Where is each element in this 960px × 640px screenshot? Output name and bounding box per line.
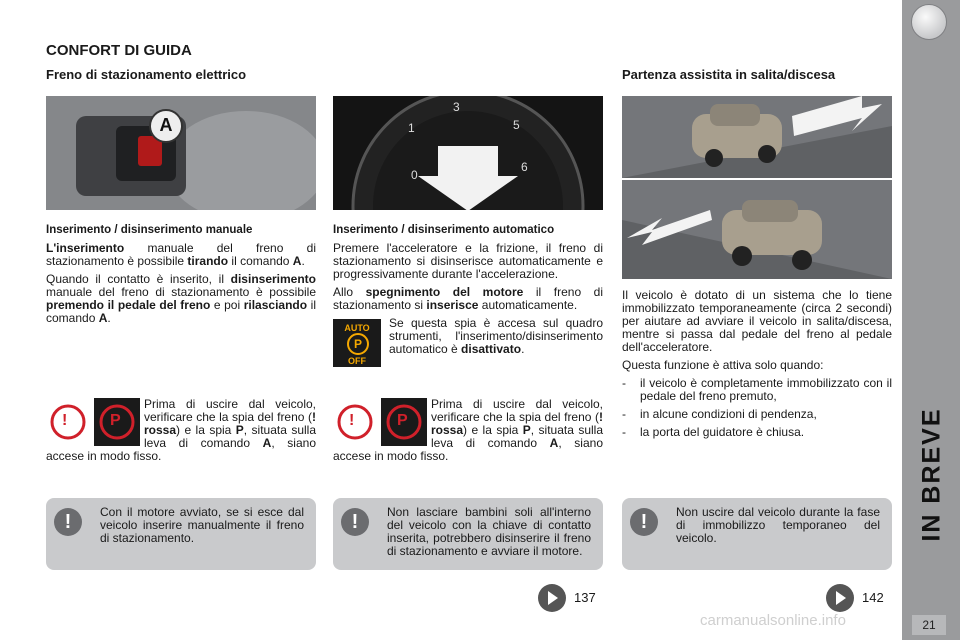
- lever-illustration: [46, 96, 316, 210]
- warning-text-1: Prima di uscire dal veicolo, verificare che la spia del freno (! rossa) e la spia P, situata sulla leva di comando A, siano accese in modo fisso.: [46, 397, 317, 463]
- uphill-illustration: [622, 96, 892, 178]
- column-automatic: [333, 224, 603, 369]
- manual-paragraph-1: L'inserimento manuale del freno di stazionamento è possibile tirando il comando A.: [46, 241, 316, 268]
- manual-subtitle: Inserimento / disinserimento manuale: [46, 224, 253, 236]
- watermark: carmanualsonline.info: [700, 612, 846, 629]
- automatic-paragraph-3: AUTO P OFF Se questa spia è accesa sul quadro strumenti, l'inserimento/disinserimento automatico è disattivato.: [333, 317, 603, 356]
- section-circle-icon: [911, 4, 947, 40]
- gauge-tick-0: 0: [411, 168, 418, 182]
- uphill-car-photo: [622, 96, 892, 178]
- park-lamp-glyph-2: P: [397, 412, 408, 429]
- column-hill-assist: [622, 289, 892, 444]
- warning-box-2: [333, 498, 603, 570]
- warning-box-3: [622, 498, 892, 570]
- section-title-hill-assist: Partenza assistita in salita/discesa: [622, 67, 836, 82]
- gauge-illustration: [333, 96, 603, 210]
- warning-box-text: Non uscire dal veicolo durante la fase di immobilizzo temporaneo del veicolo.: [676, 505, 880, 545]
- arrow-right-icon[interactable]: [538, 584, 566, 612]
- page-reference-142[interactable]: 142: [862, 590, 884, 605]
- brake-lamp-glyph: !: [62, 412, 68, 429]
- hill-assist-paragraph-1: Il veicolo è dotato di un sistema che lo tiene immobilizzato temporaneamente (circa 2 secondi) per aiutare ad avviare il veicolo in salita/discesa, mentre si passa dal pedale del freno al pedale dell'acceleratore.: [622, 288, 892, 354]
- warning-icon: !: [630, 508, 658, 536]
- warning-icon: !: [341, 508, 369, 536]
- sidebar-title: IN BREVE: [917, 407, 946, 542]
- hill-assist-paragraph-2: Questa funzione è attiva solo quando:: [622, 358, 824, 372]
- condition-item: - il veicolo è completamente immobilizzato con il pedale del freno premuto,: [622, 376, 892, 403]
- arrow-right-icon[interactable]: [826, 584, 854, 612]
- gauge-tick-6: 6: [521, 160, 528, 174]
- control-a-label: A: [159, 115, 173, 135]
- automatic-paragraph-2: Allo spegnimento del motore il freno di stazionamento si inserisce automaticamente.: [333, 285, 604, 312]
- manual-paragraph-2: Quando il contatto è inserito, il disinserimento manuale del freno di stazionamento è possibile premendo il pedale del freno e poi rilasciando il comando A.: [46, 272, 316, 325]
- brake-lamp-glyph-2: !: [349, 412, 355, 429]
- park-lamp-glyph: P: [110, 412, 121, 429]
- section-title-parking-brake: Freno di stazionamento elettrico: [46, 67, 247, 82]
- downhill-illustration: [622, 180, 892, 279]
- gauge-tick-5: 5: [513, 118, 520, 132]
- page-number: 21: [912, 615, 946, 635]
- warning-box-text: Con il motore avviato, se si esce dal veicolo inserire manualmente il freno di stazionamento.: [100, 505, 304, 545]
- page-title: CONFORT DI GUIDA: [46, 42, 192, 59]
- sidebar: [902, 0, 960, 640]
- warning-box-1: [46, 498, 316, 570]
- condition-item: - la porta del guidatore è chiusa.: [622, 425, 805, 439]
- page-reference-137[interactable]: 137: [574, 590, 596, 605]
- gauge-tick-3: 3: [453, 100, 460, 114]
- downhill-car-photo: [622, 180, 892, 279]
- automatic-subtitle: Inserimento / disinserimento automatico: [333, 224, 555, 236]
- auto-p-off-icon: AUTO P OFF: [333, 319, 381, 367]
- warning-icon: !: [54, 508, 82, 536]
- instrument-cluster-photo: [333, 96, 603, 210]
- warning-text-2: Prima di uscire dal veicolo, verificare che la spia del freno (! rossa) e la spia P, situata sulla leva di comando A, siano accese in modo fisso.: [333, 397, 604, 463]
- warning-box-text: Non lasciare bambini soli all'interno del veicolo con la chiave di contatto inserita, potrebbero disinserire il freno di stazionamento e avviare il motore.: [387, 505, 591, 558]
- automatic-paragraph-1: Premere l'acceleratore e la frizione, il freno di stazionamento si disinserisce automaticamente e progressivamente durante l'accelerazione.: [333, 241, 603, 281]
- column-manual: [46, 224, 316, 330]
- gauge-tick-1: 1: [408, 121, 415, 135]
- parking-brake-lever-photo: [46, 96, 316, 210]
- condition-item: - in alcune condizioni di pendenza,: [622, 407, 817, 421]
